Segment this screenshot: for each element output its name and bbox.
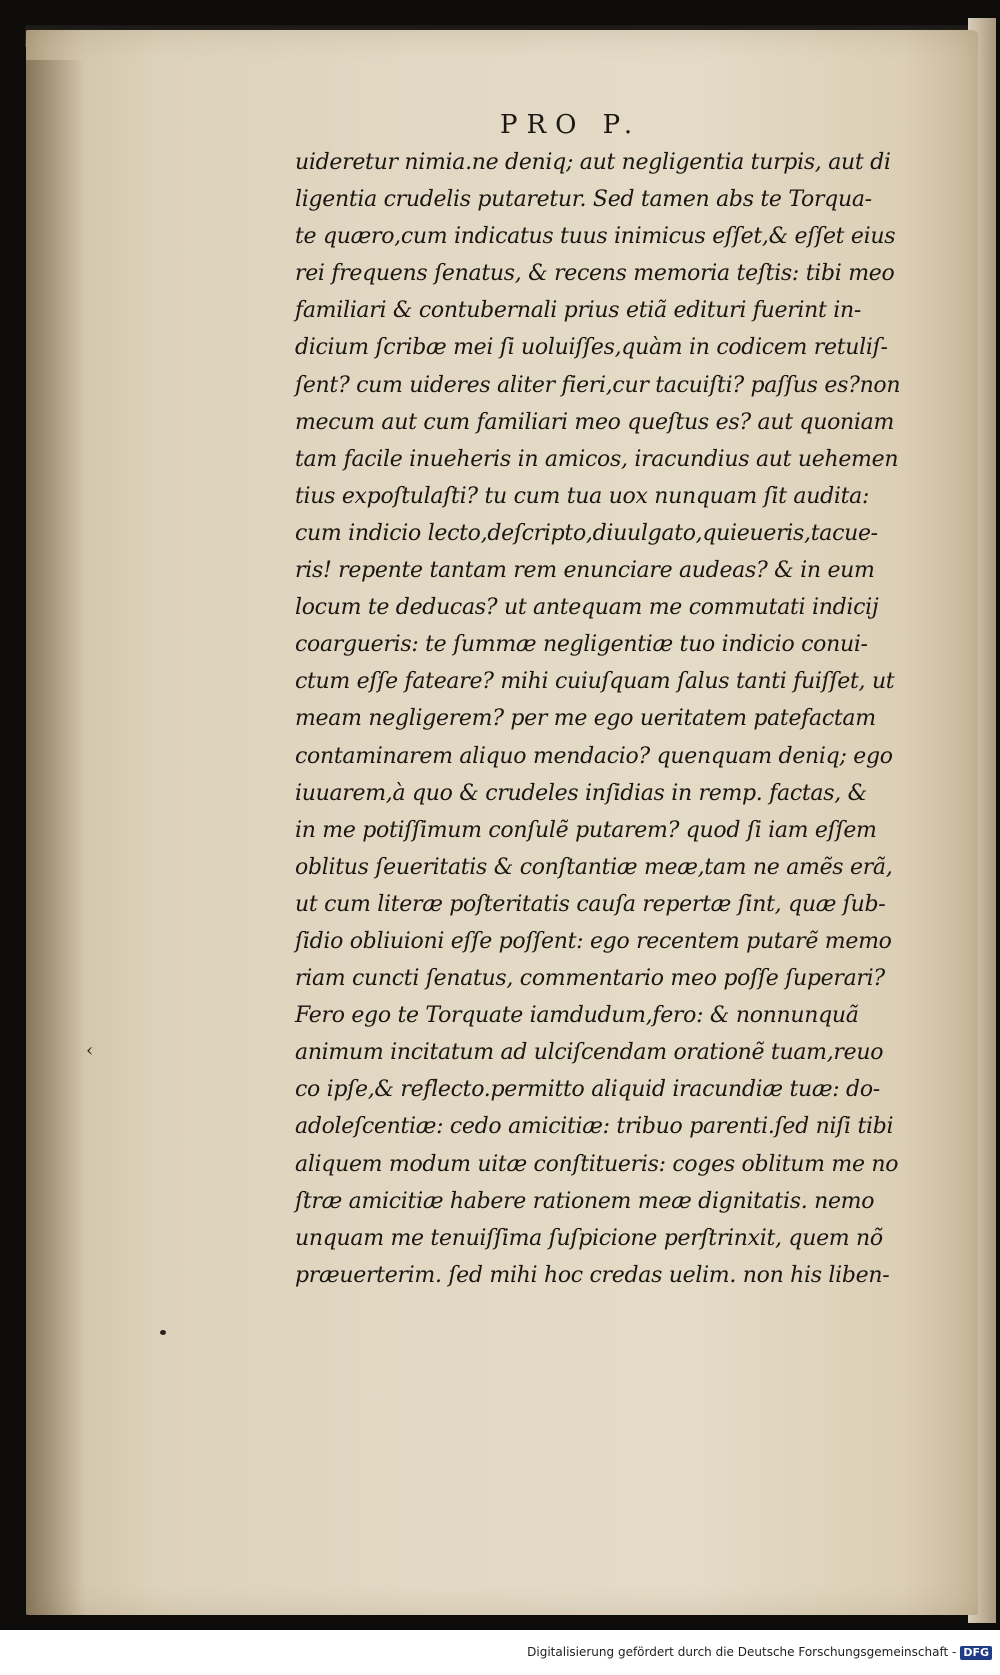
text-line: co ipſe,& reflecto.permitto aliquid iracundiæ tuæ: do-: [295, 1077, 880, 1103]
text-line: ut cum literæ poſteritatis cauſa repertæ ſint, quæ ſub-: [295, 891, 886, 917]
text-line: mecum aut cum familiari meo queſtus es? aut quoniam: [295, 409, 895, 435]
text-line: aliquem modum uitæ conſtitueris: coges oblitum me no: [295, 1151, 899, 1177]
text-line: animum incitatum ad ulciſcendam orationẽ tuam,reuo: [295, 1040, 884, 1066]
text-line: ligentia crudelis putaretur. Sed tamen abs te Torqua-: [295, 187, 872, 213]
text-line: cum indicio lecto,deſcripto,diuulgato,quieueris,tacue-: [295, 520, 878, 546]
text-line: coargueris: te ſummæ negligentiæ tuo indicio conui-: [295, 632, 868, 658]
text-line: tam facile inueheris in amicos, iracundius aut uehemen: [295, 446, 899, 472]
body-text: [295, 144, 955, 1294]
text-line: ctum eſſe fateare? mihi cuiuſquam ſalus tanti fuiſſet, ut: [295, 669, 895, 695]
text-line: dicium ſcribæ mei ſi uoluiſſes,quàm in codicem retuliſ-: [295, 335, 888, 361]
text-line: familiari & contubernali prius etiã edituri fuerint in-: [295, 298, 861, 324]
text-line: unquam me tenuiſſima ſuſpicione perſtrinxit, quem nõ: [295, 1225, 883, 1251]
text-line: riam cuncti ſenatus, commentario meo poſſe ſuperari?: [295, 966, 885, 992]
gutter-shadow: [26, 60, 86, 1615]
text-line: uideretur nimia.ne deniq; aut negligentia turpis, aut di: [295, 150, 891, 175]
text-line: contaminarem aliquo mendacio? quenquam deniq; ego: [295, 743, 893, 769]
digitization-credit: [527, 1645, 992, 1660]
text-line: te quæro,cum indicatus tuus inimicus eſſet,& eſſet eius: [295, 224, 896, 250]
credit-text: Digitalisierung gefördert durch die Deutsche Forschungsgemeinschaft -: [527, 1645, 957, 1659]
text-line: ſent? cum uideres aliter fieri,cur tacuiſti? paſſus es?non: [295, 372, 901, 398]
text-line: ſidio obliuioni eſſe poſſent: ego recentem putarẽ memo: [295, 928, 892, 954]
text-line: ris! repente tantam rem enunciare audeas? & in eum: [295, 558, 875, 584]
text-line: rei frequens ſenatus, & recens memoria teſtis: tibi meo: [295, 261, 895, 287]
margin-mark: ‹: [86, 1040, 94, 1061]
dfg-logo: DFG: [960, 1646, 992, 1660]
text-line: in me potiſſimum conſulẽ putarem? quod ſi iam eſſem: [295, 817, 877, 843]
text-line: iuuarem,à quo & crudeles inſidias in remp. factas, &: [295, 780, 867, 806]
running-header: PRO P.: [500, 110, 642, 140]
text-line: tius expoſtulaſti? tu cum tua uox nunquam ſit audita:: [295, 483, 870, 509]
text-line: præuerterim. ſed mihi hoc credas uelim. non his liben-: [295, 1262, 890, 1288]
text-line: ſtræ amicitiæ habere rationem meæ dignitatis. nemo: [295, 1188, 875, 1214]
ink-speck: [160, 1330, 166, 1335]
text-line: oblitus ſeueritatis & conſtantiæ meæ,tam ne amẽs erã,: [295, 854, 893, 880]
text-line: locum te deducas? ut antequam me commutati indicij: [295, 595, 879, 621]
text-line: adoleſcentiæ: cedo amicitiæ: tribuo parenti.ſed niſi tibi: [295, 1114, 894, 1140]
text-line: Fero ego te Torquate iamdudum,fero: & nonnunquã: [295, 1003, 859, 1029]
text-line: meam negligerem? per me ego ueritatem patefactam: [295, 706, 876, 732]
